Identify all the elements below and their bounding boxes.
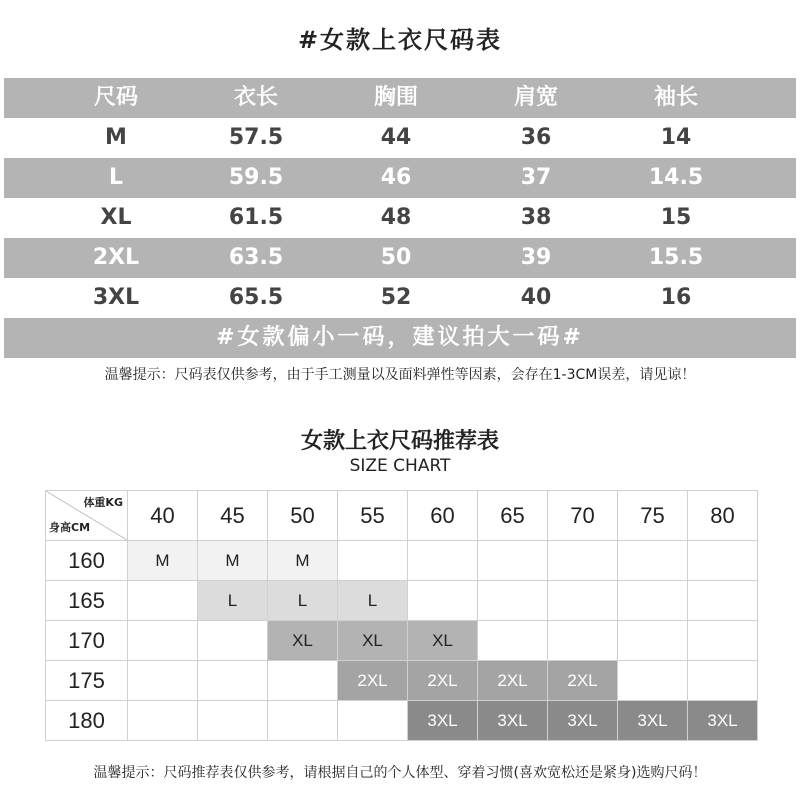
empty-cell — [268, 661, 338, 701]
size-recommendation-cell: XL — [408, 621, 478, 661]
weight-header-cell: 55 — [338, 491, 408, 541]
size-table-cell: 15.5 — [648, 245, 704, 270]
size-table-cell: 14.5 — [648, 165, 704, 190]
size-recommendation-cell: L — [268, 581, 338, 621]
height-row — [46, 581, 758, 621]
empty-cell — [128, 701, 198, 741]
weight-header-cell: 65 — [478, 491, 548, 541]
empty-cell — [478, 581, 548, 621]
size-table-cell: 40 — [520, 285, 552, 310]
size-table-banner-row — [4, 318, 796, 358]
empty-cell — [618, 581, 688, 621]
size-table-title: #女款上衣尺码表 — [297, 26, 503, 54]
size-table-cell: 46 — [380, 165, 412, 190]
size-table-header-row — [4, 78, 796, 118]
empty-cell — [198, 621, 268, 661]
weight-header-cell: 45 — [198, 491, 268, 541]
recommend-chart-title: 女款上衣尺码推荐表 — [300, 429, 499, 454]
size-table-cell: 44 — [380, 125, 412, 150]
weight-header-cell: 60 — [408, 491, 478, 541]
weight-header-row — [46, 491, 758, 541]
size-table-cell: L — [108, 165, 124, 190]
size-table-row — [4, 198, 796, 238]
empty-cell — [688, 661, 758, 701]
size-recommendation-cell: 3XL — [618, 701, 688, 741]
size-table-cell: XL — [100, 205, 132, 230]
size-table-cell: 59.5 — [228, 165, 284, 190]
weight-axis-label: 体重KG — [83, 496, 123, 509]
size-table-cell: 38 — [520, 205, 552, 230]
size-table-note: 温馨提示：尺码表仅供参考，由于手工测量以及面料弹性等因素，会存在1-3CM误差，请见谅！ — [104, 367, 696, 383]
recommend-chart-subtitle: SIZE CHART — [349, 456, 451, 476]
size-table-cell: 61.5 — [228, 205, 284, 230]
size-recommendation-cell: 3XL — [408, 701, 478, 741]
size-recommendation-cell: M — [198, 541, 268, 581]
height-header-cell: 170 — [46, 621, 128, 661]
empty-cell — [618, 621, 688, 661]
size-table-cell: 37 — [520, 165, 552, 190]
size-table-header-cell: 袖长 — [653, 85, 698, 110]
weight-header-cell: 50 — [268, 491, 338, 541]
empty-cell — [688, 541, 758, 581]
empty-cell — [128, 621, 198, 661]
empty-cell — [478, 541, 548, 581]
height-row — [46, 621, 758, 661]
size-recommendation-cell: L — [338, 581, 408, 621]
height-header-cell: 180 — [46, 701, 128, 741]
height-axis-label: 身高CM — [49, 521, 91, 534]
weight-header-cell: 70 — [548, 491, 618, 541]
size-recommendation-cell: XL — [268, 621, 338, 661]
size-table-header-cell: 胸围 — [373, 85, 418, 110]
recommend-chart-note: 温馨提示：尺码推荐表仅供参考，请根据自己的个人体型、穿着习惯(喜欢宽松还是紧身)选购尺码！ — [93, 765, 707, 781]
empty-cell — [408, 581, 478, 621]
weight-header-cell: 40 — [128, 491, 198, 541]
height-header-cell: 160 — [46, 541, 128, 581]
empty-cell — [618, 661, 688, 701]
height-row — [46, 661, 758, 701]
size-recommendation-cell: 3XL — [688, 701, 758, 741]
size-table-cell: 2XL — [92, 245, 140, 270]
size-table-cell: 3XL — [92, 285, 140, 310]
size-table-row — [4, 238, 796, 278]
empty-cell — [338, 701, 408, 741]
size-table-row — [4, 158, 796, 198]
size-recommendation-cell: 3XL — [478, 701, 548, 741]
empty-cell — [408, 541, 478, 581]
size-table-cell: 48 — [380, 205, 412, 230]
size-table-header-cell: 衣长 — [233, 85, 278, 110]
size-table-cell: 57.5 — [228, 125, 284, 150]
size-table-cell: M — [105, 125, 127, 150]
empty-cell — [268, 701, 338, 741]
size-recommendation-cell: 2XL — [408, 661, 478, 701]
size-table-cell: 36 — [520, 125, 552, 150]
size-table-cell: 39 — [520, 245, 552, 270]
size-recommendation-cell: M — [128, 541, 198, 581]
height-row — [46, 541, 758, 581]
size-recommendation-cell: 2XL — [548, 661, 618, 701]
weight-header-cell: 80 — [688, 491, 758, 541]
size-table-cell: 16 — [660, 285, 692, 310]
size-recommendation-cell: 3XL — [548, 701, 618, 741]
height-row — [46, 701, 758, 741]
empty-cell — [548, 621, 618, 661]
size-table-row — [4, 118, 796, 158]
size-table-cell: 65.5 — [228, 285, 284, 310]
size-recommendation-cell: L — [198, 581, 268, 621]
size-recommendation-cell: 2XL — [338, 661, 408, 701]
empty-cell — [338, 541, 408, 581]
empty-cell — [548, 581, 618, 621]
weight-header-cell: 75 — [618, 491, 688, 541]
height-header-cell: 175 — [46, 661, 128, 701]
size-table-header-cell: 尺码 — [93, 85, 138, 110]
empty-cell — [128, 581, 198, 621]
height-header-cell: 165 — [46, 581, 128, 621]
size-table-cell: 63.5 — [228, 245, 284, 270]
size-table-cell: 50 — [380, 245, 412, 270]
empty-cell — [198, 701, 268, 741]
empty-cell — [478, 621, 548, 661]
empty-cell — [128, 661, 198, 701]
size-table-cell: 15 — [660, 205, 692, 230]
empty-cell — [198, 661, 268, 701]
size-table-banner: #女款偏小一码，建议拍大一码# — [216, 325, 584, 350]
recommend-grid — [45, 490, 758, 741]
empty-cell — [688, 581, 758, 621]
size-recommendation-cell: XL — [338, 621, 408, 661]
size-table-header-cell: 肩宽 — [513, 85, 558, 110]
grid-corner-cell — [46, 491, 128, 541]
empty-cell — [688, 621, 758, 661]
size-recommendation-cell: 2XL — [478, 661, 548, 701]
size-table-cell: 52 — [380, 285, 412, 310]
size-table-row — [4, 278, 796, 318]
empty-cell — [618, 541, 688, 581]
size-recommendation-cell: M — [268, 541, 338, 581]
empty-cell — [548, 541, 618, 581]
size-table-cell: 14 — [660, 125, 692, 150]
